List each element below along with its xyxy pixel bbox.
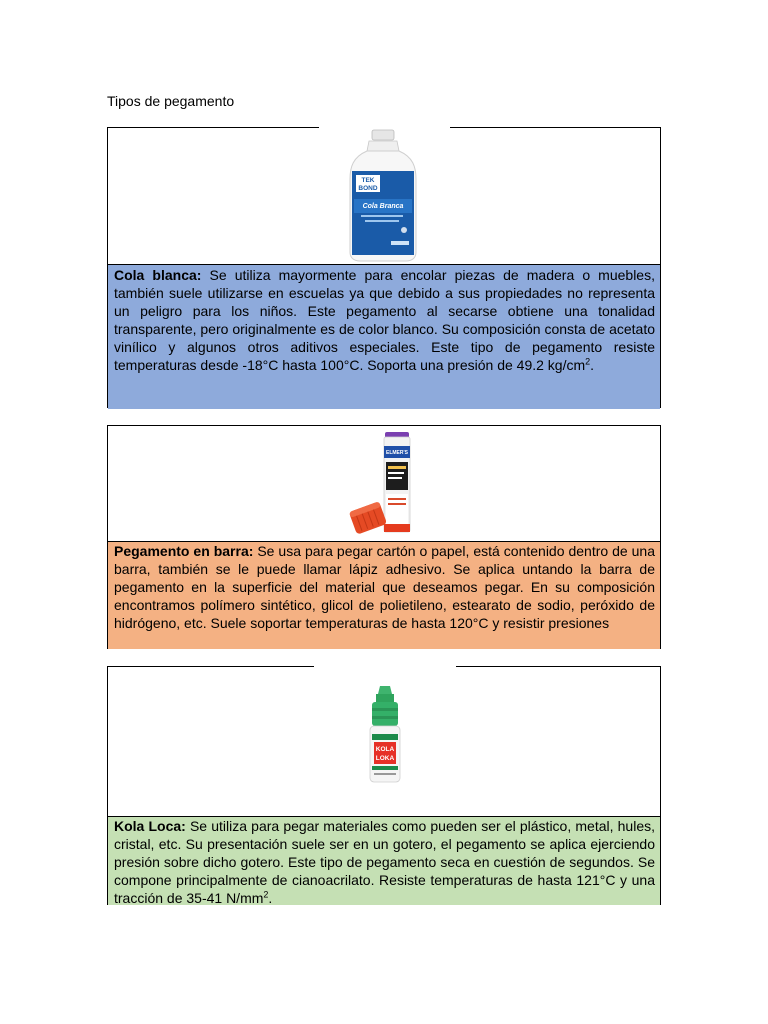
glue-description: Se usa para pegar cartón o papel, está contenido dentro de una barra, también se le puede llamar lápiz adhesivo. Se aplica untando la barra de pegamento en la superficie del material que deseamos pegar. En su composición encontramos polímero sintético, glicol de polietileno, estearato de sodio, peróxido de hidrógeno, etc. Suele soportar temperaturas de hasta 120°C y resistir presiones [114,543,655,631]
glue-description: Se utiliza mayormente para encolar piezas de madera o muebles, también suele utilizarse en escuelas ya que debido a sus propiedades no representa un peligro para los niños. Este pegamento al secarse obtiene una tonalidad transparente, pero originalmente es de color blanco. Su composición consta de acetato vinílico y algunos otros aditivos especiales. Este tipo de pegamento resiste temperaturas desde -18°C hasta 100°C. Soporta una presión de 49.2 kg/cm [114,267,655,373]
text-tail: . [268,890,273,906]
page-title: Tipos de pegamento [107,93,235,109]
kola-loka-logo-text: KOLA [375,746,395,753]
white-glue-bottle-image [319,127,450,263]
glue-name: Cola blanca: [114,267,202,283]
superscript: 2 [585,356,591,367]
glue-name: Pegamento en barra: [114,543,254,559]
glue-card-cola-blanca [107,127,661,408]
kola-loka-bottle-image [314,666,456,815]
product-image-area [108,128,660,265]
svg-text:LOKA: LOKA [375,755,395,762]
card-description [108,265,660,409]
glue-description: Se utiliza para pegar materiales como pueden ser el plástico, metal, hules, cristal, etc. Su presentación suele ser en un gotero, el pegamento se aplica ejerciendo presión sobre dicho gotero. Este tipo de pegamento seca en cuestión de segundos. Se compone principalmente de cianoacrilato. Resiste temperaturas de hasta 121°C y una tracción de 35-41 N/mm [114,818,655,906]
card-description [108,542,660,649]
glue-stick-image [330,426,440,541]
text-tail: . [590,357,595,373]
elmers-logo-text: ELMER'S [385,450,409,456]
glue-name: Kola Loca: [114,818,186,834]
tekbond-logo-text: TEK [361,177,375,184]
superscript: 2 [263,889,269,900]
product-image-area [108,667,660,817]
svg-text:Cola Branca: Cola Branca [362,203,404,210]
glue-card-kola-loca [107,666,661,905]
product-image-area [108,426,660,542]
glue-card-pegamento-barra [107,425,661,649]
card-description [108,817,660,905]
svg-text:BOND: BOND [358,185,378,192]
